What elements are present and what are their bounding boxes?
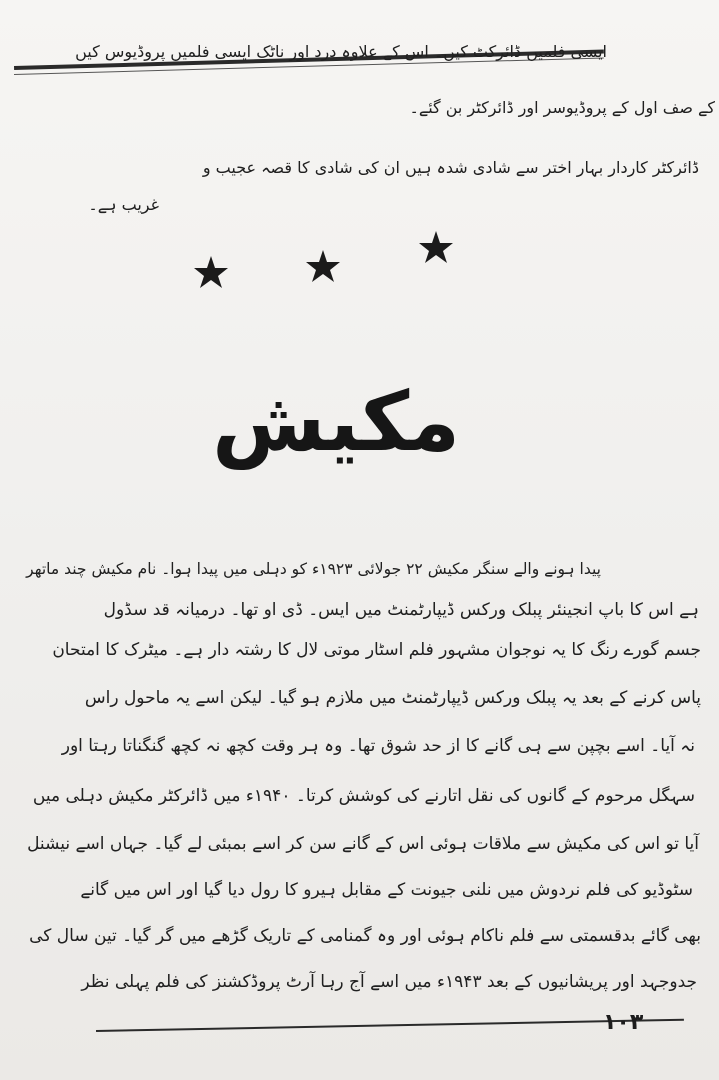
body-line: ہے اس کا باپ انجینئر پبلک ورکس ڈیپارٹمنٹ میں ایس۔ ڈی او تھا۔ درمیانہ قد سڈول	[103, 600, 699, 620]
bottom-rule	[96, 1019, 684, 1032]
top-line: کے صف اول کے پروڈیوسر اور ڈائرکٹر بن گئے۔	[409, 98, 715, 117]
top-line: ایسی فلمیں ڈائرکٹ کیں۔ اس کے علاوہ درد اور ناٹک ایسی فلمیں پروڈیوس کیں	[75, 42, 607, 61]
body-line: پاس کرنے کے بعد یہ پبلک ورکس ڈیپارٹمنٹ میں ملازم ہو گیا۔ لیکن اسے یہ ماحول راس	[84, 688, 701, 708]
body-line: جدوجہد اور پریشانیوں کے بعد ۱۹۴۳ء میں اسے آج رہا آرٹ پروڈکشنز کی فلم پہلی نظر	[81, 972, 697, 992]
body-line: سٹوڈیو کی فلم نردوش میں نلنی جیونت کے مقابل ہیرو کا رول دیا گیا اور اس میں گانے	[80, 880, 693, 900]
page-title: مکیش	[212, 375, 460, 470]
page-number: ۱۰۳	[603, 1010, 644, 1035]
top-line: غریب ہے۔	[88, 195, 159, 214]
body-line: پیدا ہونے والے سنگر مکیش ۲۲ جولائی ۱۹۲۳ء کو دہلی میں پیدا ہوا۔ نام مکیش چند ماتھر	[26, 560, 601, 578]
body-line: سہگل مرحوم کے گانوں کی نقل اتارنے کی کوشش کرتا۔ ۱۹۴۰ء میں ڈائرکٹر مکیش دہلی میں	[32, 786, 695, 806]
body-line: نہ آیا۔ اسے بچپن سے ہی گانے کا از حد شوق تھا۔ وہ ہر وقت کچھ نہ کچھ گنگناتا رہتا اور	[61, 736, 695, 756]
body-line: جسم گورے رنگ کا یہ نوجوان مشہور فلم اسٹار موتی لال کا رشتہ دار ہے۔ میٹرک کا امتحان	[52, 640, 701, 660]
body-line: بھی گائے بدقسمتی سے فلم ناکام ہوئی اور وہ گمنامی کے تاریک گڑھے میں گر گیا۔ تین سال کی	[29, 926, 701, 946]
star-icon	[419, 231, 453, 263]
body-line: آیا تو اس کی مکیش سے ملاقات ہوئی اس کے گانے سن کر اسے بمبئی لے گیا۔ جہاں اسے نیشنل	[27, 834, 699, 854]
top-line: ڈائرکٹر کاردار بہار اختر سے شادی شدہ ہیں ان کی شادی کا قصہ عجیب و	[202, 158, 699, 177]
star-icon	[194, 256, 228, 288]
star-icon	[306, 250, 340, 282]
